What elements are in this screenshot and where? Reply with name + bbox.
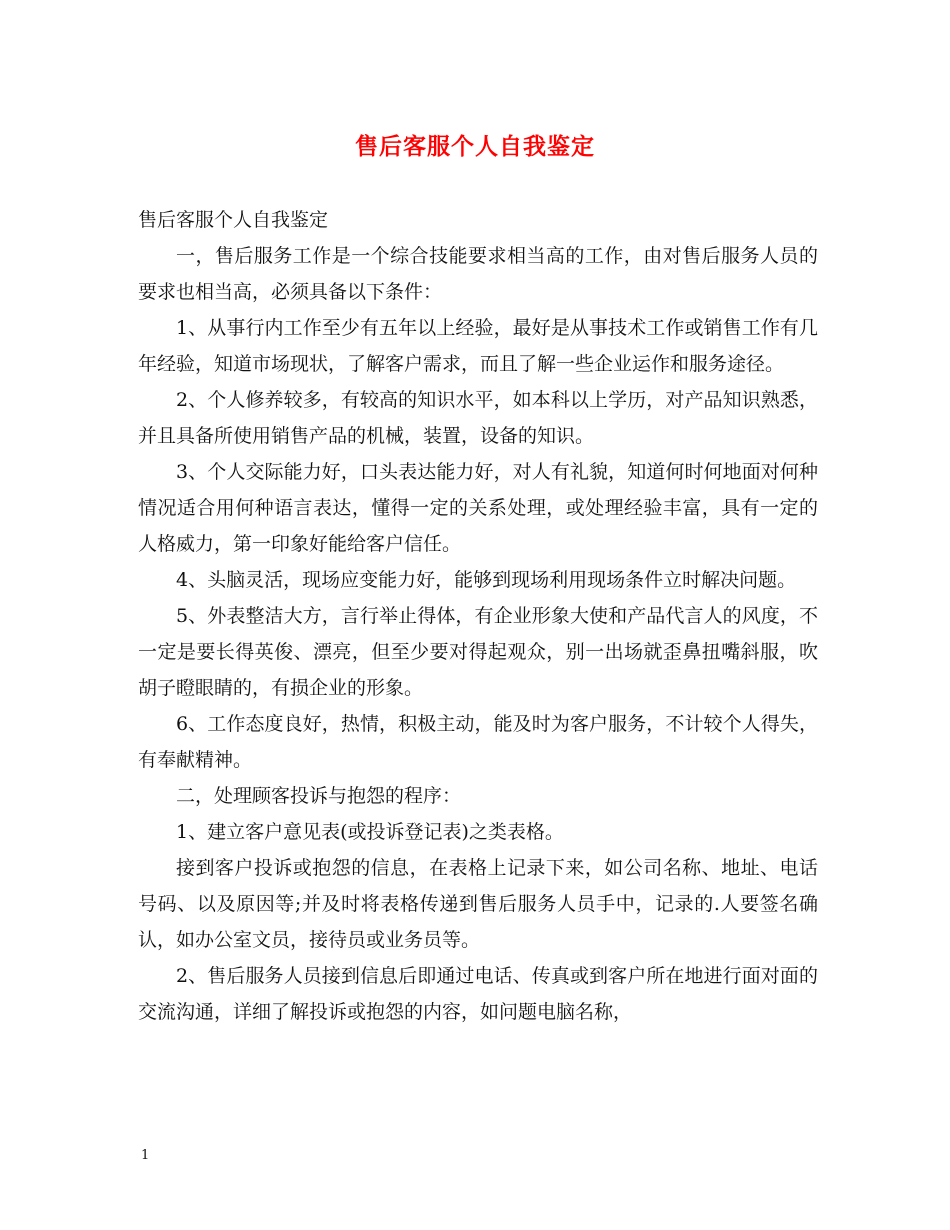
paragraph-2: 1、从事行内工作至少有五年以上经验，最好是从事技术工作或销售工作有几年经验，知道市场现状，了解客户需求，而且了解一些企业运作和服务途径。 xyxy=(138,317,818,375)
document-subtitle: 售后客服个人自我鉴定 xyxy=(138,209,329,231)
paragraph-8: 二，处理顾客投诉与抱怨的程序： xyxy=(176,785,462,807)
paragraph-10: 接到客户投诉或抱怨的信息，在表格上记录下来，如公司名称、地址、电话号码、以及原因等;并及时将表格传递到售后服务人员手中，记录的.人要签名确认，如办公室文员，接待员或业务员等。 xyxy=(138,857,818,951)
paragraph-7: 6、工作态度良好，热情，积极主动，能及时为客户服务，不计较个人得失，有奉献精神。 xyxy=(138,713,818,771)
paragraph-4: 3、个人交际能力好，口头表达能力好，对人有礼貌，知道何时何地面对何种情况适合用何种语言表达，懂得一定的关系处理，或处理经验丰富，具有一定的人格威力，第一印象好能给客户信任。 xyxy=(138,461,818,555)
document-body xyxy=(138,202,818,1030)
document-title: 售后客服个人自我鉴定 xyxy=(355,133,595,160)
paragraph-1: 一，售后服务工作是一个综合技能要求相当高的工作，由对售后服务人员的要求也相当高，必须具备以下条件： xyxy=(138,245,818,303)
paragraph-9: 1、建立客户意见表(或投诉登记表)之类表格。 xyxy=(176,821,564,843)
page-number: 1 xyxy=(141,1148,150,1163)
paragraph-6: 5、外表整洁大方，言行举止得体，有企业形象大使和产品代言人的风度，不一定是要长得英俊、漂亮，但至少要对得起观众，别一出场就歪鼻扭嘴斜服，吹胡子瞪眼睛的，有损企业的形象。 xyxy=(138,605,818,699)
paragraph-3: 2、个人修养较多，有较高的知识水平，如本科以上学历，对产品知识熟悉，并且具备所使用销售产品的机械，装置，设备的知识。 xyxy=(138,389,818,447)
paragraph-11: 2、售后服务人员接到信息后即通过电话、传真或到客户所在地进行面对面的交流沟通，详细了解投诉或抱怨的内容，如问题电脑名称， xyxy=(138,965,818,1023)
paragraph-5: 4、头脑灵活，现场应变能力好，能够到现场利用现场条件立时解决问题。 xyxy=(176,569,797,591)
